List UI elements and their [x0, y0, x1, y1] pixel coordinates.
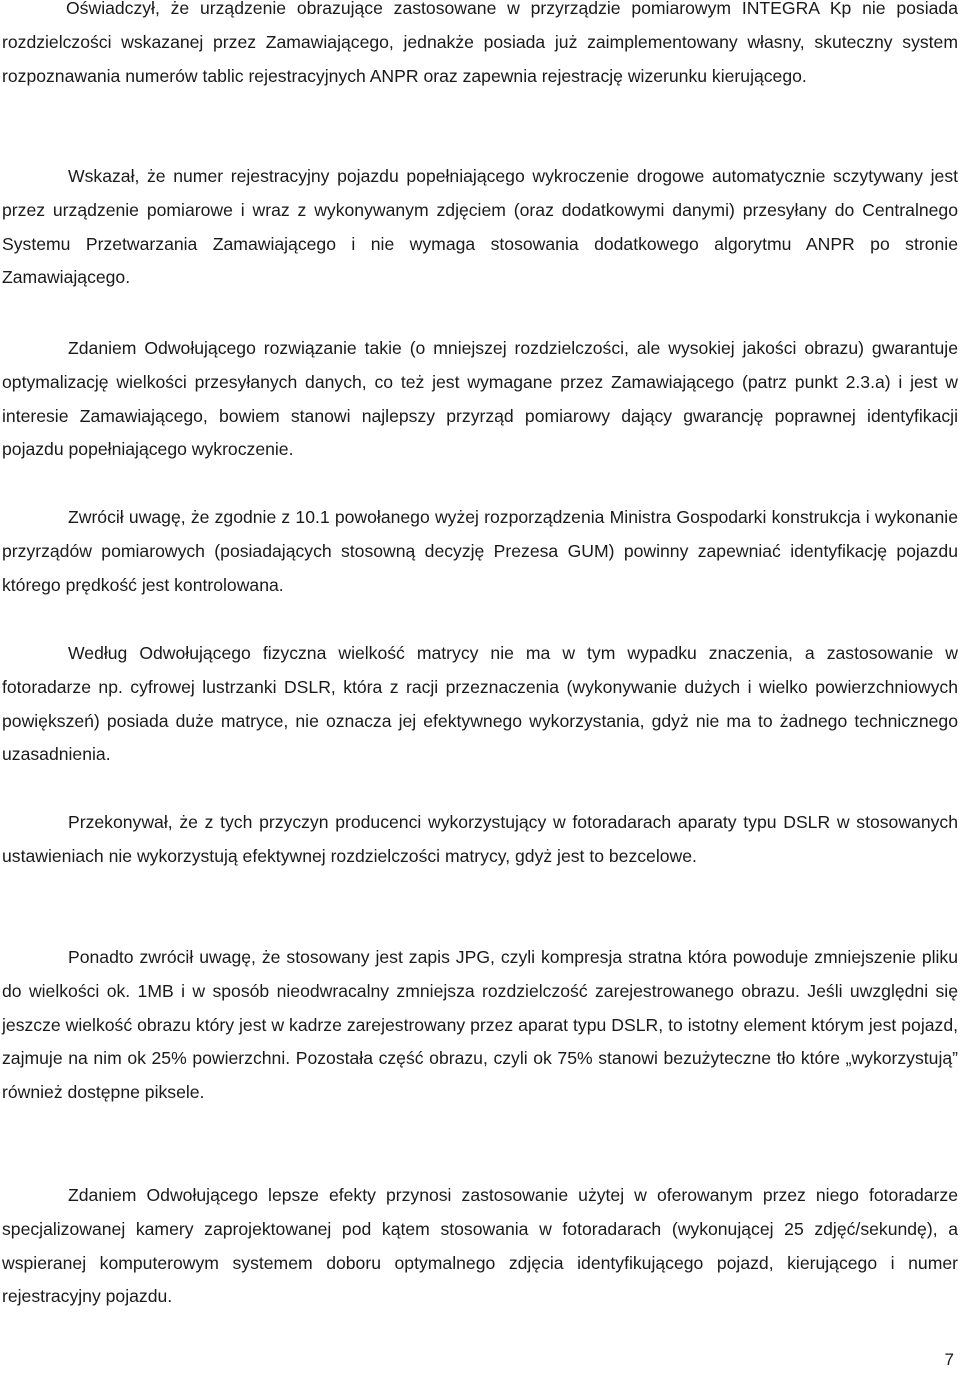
paragraph-8: Zdaniem Odwołującego lepsze efekty przynosi zastosowanie użytej w oferowanym przez niego fotoradarze specjalizowanej kamery zaprojektowanej pod kątem stosowania w fotoradarach (wykonującej 25 zdjęć/sekundę), a wspieranej komputerowym systemem doboru optymalnego zdjęcia identyfikującego pojazd, kierującego i numer rejestracyjny pojazdu.: [2, 1185, 958, 1307]
paragraph-2: Wskazał, że numer rejestracyjny pojazdu popełniającego wykroczenie drogowe automatycznie sczytywany jest przez urządzenie pomiarowe i wraz z wykonywanym zdjęciem (oraz dodatkowymi danymi) przesyłany do Centralnego Systemu Przetwarzania Zamawiającego i nie wymaga stosowania dodatkowego algorytmu ANPR po stronie Zamawiającego.: [2, 166, 958, 288]
paragraph-7: Ponadto zwrócił uwagę, że stosowany jest zapis JPG, czyli kompresja stratna która powoduje zmniejszenie pliku do wielkości ok. 1MB i w sposób nieodwracalny zmniejsza rozdzielczość zarejestrowanego obrazu. Jeśli uwzględni się jeszcze wielkość obrazu który jest w kadrze zarejestrowany przez aparat typu DSLR, to istotny element którym jest pojazd, zajmuje na nim ok 25% powierzchni. Pozostała część obrazu, czyli ok 75% stanowi bezużyteczne tło które „wykorzystują” również dostępne piksele.: [2, 947, 958, 1103]
page-number: 7: [944, 1350, 954, 1369]
paragraph-1: Oświadczył, że urządzenie obrazujące zastosowane w przyrządzie pomiarowym INTEGRA Kp nie posiada rozdzielczości wskazanej przez Zamawiającego, jednakże posiada już zaimplementowany własny, skuteczny system rozpoznawania numerów tablic rejestracyjnych ANPR oraz zapewnia rejestrację wizerunku kierującego.: [2, 0, 958, 86]
paragraph-6: Przekonywał, że z tych przyczyn producenci wykorzystujący w fotoradarach aparaty typu DSLR w stosowanych ustawieniach nie wykorzystują efektywnej rozdzielczości matrycy, gdyż jest to bezcelowe.: [2, 812, 958, 866]
paragraph-4: Zwrócił uwagę, że zgodnie z 10.1 powołanego wyżej rozporządzenia Ministra Gospodarki konstrukcja i wykonanie przyrządów pomiarowych (posiadających stosowną decyzję Prezesa GUM) powinny zapewniać identyfikację pojazdu którego prędkość jest kontrolowana.: [2, 507, 958, 595]
paragraph-5: Według Odwołującego fizyczna wielkość matrycy nie ma w tym wypadku znaczenia, a zastosowanie w fotoradarze np. cyfrowej lustrzanki DSLR, która z racji przeznaczenia (wykonywanie dużych i wielko powierzchniowych powiększeń) posiada duże matryce, nie oznacza jej efektywnego wykorzystania, gdyż nie ma to żadnego technicznego uzasadnienia.: [2, 643, 958, 765]
paragraph-3: Zdaniem Odwołującego rozwiązanie takie (o mniejszej rozdzielczości, ale wysokiej jakości obrazu) gwarantuje optymalizację wielkości przesyłanych danych, co też jest wymagane przez Zamawiającego (patrz punkt 2.3.a) i jest w interesie Zamawiającego, bowiem stanowi najlepszy przyrząd pomiarowy dający gwarancję poprawnej identyfikacji pojazdu popełniającego wykroczenie.: [2, 338, 958, 460]
